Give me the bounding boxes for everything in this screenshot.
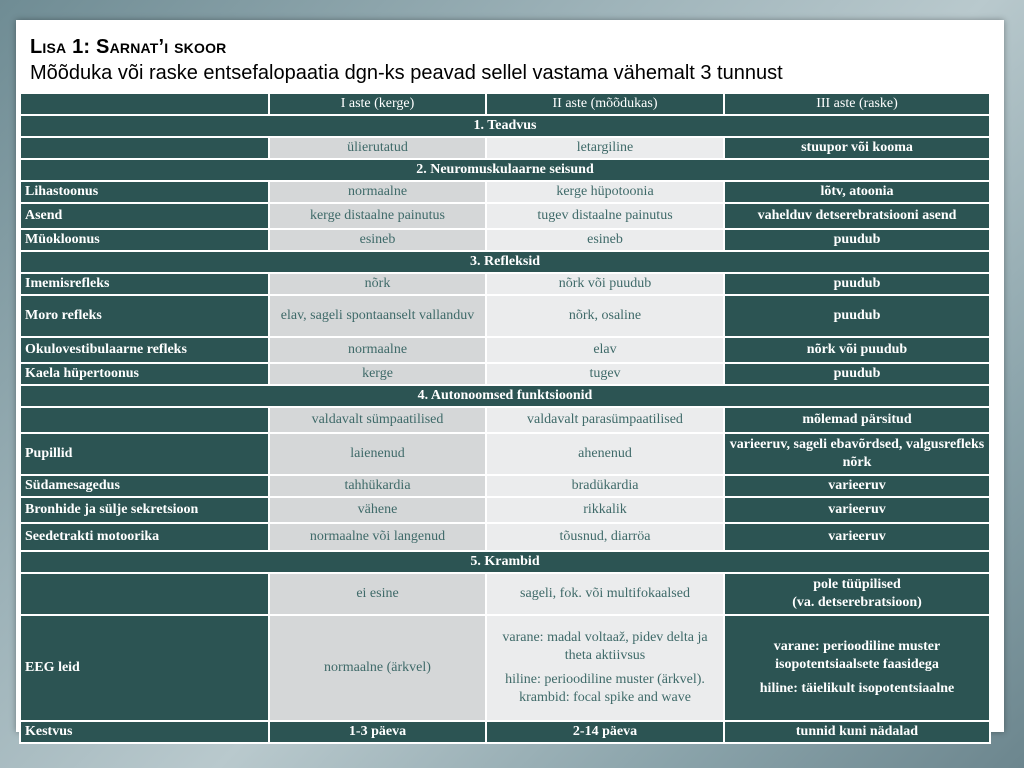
cell-mild: valdavalt sümpaatilised	[269, 407, 486, 433]
cell-mild: ülierutatud	[269, 137, 486, 159]
eeg-severe-late: hiline: täielikult isopotentsiaalne	[759, 681, 955, 696]
cell-severe: stuupor või kooma	[724, 137, 990, 159]
sarnat-score-table	[19, 92, 991, 744]
cell-severe: nõrk või puudub	[724, 337, 990, 363]
cell-severe: puudub	[724, 295, 990, 337]
cell-severe: varieeruv	[724, 497, 990, 523]
cell-severe: mõlemad pärsitud	[724, 407, 990, 433]
cell-moderate: kerge hüpotoonia	[486, 181, 724, 203]
slide-title: Lisa 1: Sarnat’i skoor	[30, 36, 227, 58]
eeg-severe-early: varane: perioodiline muster isopotentsiaalsete faasidega	[773, 639, 941, 672]
eeg-moderate-early: varane: madal voltaaž, pidev delta ja theta aktiivsus	[502, 630, 708, 663]
cell-severe: vahelduv detserebratsiooni asend	[724, 203, 990, 229]
cell-severe: puudub	[724, 363, 990, 385]
section-autonoomsed: 4. Autonoomsed funktsioonid	[20, 385, 990, 407]
table-row	[20, 137, 990, 159]
table-row	[20, 295, 990, 337]
row-label: Kaela hüpertoonus	[20, 363, 269, 385]
row-label: Pupillid	[20, 433, 269, 475]
table-row	[20, 407, 990, 433]
cell-mild: normaalne	[269, 181, 486, 203]
table-row	[20, 181, 990, 203]
cell-mild: ei esine	[269, 573, 486, 615]
cell-mild: nõrk	[269, 273, 486, 295]
section-krambid: 5. Krambid	[20, 551, 990, 573]
cell-moderate	[486, 615, 724, 721]
cell-mild: tahhükardia	[269, 475, 486, 497]
cell-moderate: sageli, fok. või multifokaalsed	[486, 573, 724, 615]
cell-moderate: nõrk või puudub	[486, 273, 724, 295]
cell-moderate: tugev distaalne painutus	[486, 203, 724, 229]
row-label	[20, 407, 269, 433]
cell-mild: kerge distaalne painutus	[269, 203, 486, 229]
row-label: Müokloonus	[20, 229, 269, 251]
section-row	[20, 115, 990, 137]
cell-moderate: 2-14 päeva	[486, 721, 724, 743]
row-label: EEG leid	[20, 615, 269, 721]
row-label: Kestvus	[20, 721, 269, 743]
table-row	[20, 475, 990, 497]
cell-severe: lõtv, atoonia	[724, 181, 990, 203]
table-row	[20, 573, 990, 615]
row-label	[20, 137, 269, 159]
cell-moderate: ahenenud	[486, 433, 724, 475]
cell-moderate: rikkalik	[486, 497, 724, 523]
table-row	[20, 615, 990, 721]
table-row	[20, 203, 990, 229]
table-row	[20, 721, 990, 743]
header-cell-empty	[20, 93, 269, 115]
cell-mild: laienenud	[269, 433, 486, 475]
table-row	[20, 433, 990, 475]
cell-severe: varieeruv	[724, 475, 990, 497]
section-refleksid: 3. Refleksid	[20, 251, 990, 273]
cell-severe: varieeruv, sageli ebavõrdsed, valgusrefleks nõrk	[724, 433, 990, 475]
cell-mild: esineb	[269, 229, 486, 251]
cell-moderate: nõrk, osaline	[486, 295, 724, 337]
header-cell-moderate: II aste (mõõdukas)	[486, 93, 724, 115]
cell-severe: puudub	[724, 229, 990, 251]
row-label: Moro refleks	[20, 295, 269, 337]
cell-mild: vähene	[269, 497, 486, 523]
cell-mild: elav, sageli spontaanselt vallanduv	[269, 295, 486, 337]
table-row	[20, 523, 990, 551]
eeg-moderate-late: hiline: perioodiline muster (ärkvel). krambid: focal spike and wave	[505, 672, 705, 705]
cell-moderate: esineb	[486, 229, 724, 251]
cell-moderate: bradükardia	[486, 475, 724, 497]
row-label: Imemisrefleks	[20, 273, 269, 295]
table-row	[20, 273, 990, 295]
row-label: Okulovestibulaarne refleks	[20, 337, 269, 363]
table-row	[20, 363, 990, 385]
row-label: Asend	[20, 203, 269, 229]
slide-subtitle: Mõõduka või raske entsefalopaatia dgn-ks peavad sellel vastama vähemalt 3 tunnust	[30, 62, 783, 84]
table-row	[20, 229, 990, 251]
cell-mild: kerge	[269, 363, 486, 385]
cell-mild: normaalne (ärkvel)	[269, 615, 486, 721]
section-teadvus: 1. Teadvus	[20, 115, 990, 137]
cell-severe: puudub	[724, 273, 990, 295]
header-cell-severe: III aste (raske)	[724, 93, 990, 115]
row-label: Lihastoonus	[20, 181, 269, 203]
row-label: Seedetrakti motoorika	[20, 523, 269, 551]
cell-severe-line2: (va. detserebratsioon)	[792, 595, 922, 610]
cell-moderate: tõusnud, diarröa	[486, 523, 724, 551]
cell-severe: tunnid kuni nädalad	[724, 721, 990, 743]
section-row	[20, 251, 990, 273]
cell-moderate: valdavalt parasümpaatilised	[486, 407, 724, 433]
table-row	[20, 337, 990, 363]
cell-mild: normaalne	[269, 337, 486, 363]
section-neuromuskulaarne: 2. Neuromuskulaarne seisund	[20, 159, 990, 181]
cell-severe	[724, 615, 990, 721]
table-header-row	[20, 93, 990, 115]
cell-moderate: elav	[486, 337, 724, 363]
cell-mild: 1-3 päeva	[269, 721, 486, 743]
cell-mild: normaalne või langenud	[269, 523, 486, 551]
slide	[16, 20, 1004, 739]
row-label: Bronhide ja sülje sekretsioon	[20, 497, 269, 523]
row-label: Südamesagedus	[20, 475, 269, 497]
cell-severe: varieeruv	[724, 523, 990, 551]
cell-moderate: tugev	[486, 363, 724, 385]
header-cell-mild: I aste (kerge)	[269, 93, 486, 115]
cell-moderate: letargiline	[486, 137, 724, 159]
section-row	[20, 551, 990, 573]
cell-severe-line1: pole tüüpilised	[813, 577, 901, 592]
section-row	[20, 159, 990, 181]
table-row	[20, 497, 990, 523]
cell-severe	[724, 573, 990, 615]
section-row	[20, 385, 990, 407]
row-label	[20, 573, 269, 615]
